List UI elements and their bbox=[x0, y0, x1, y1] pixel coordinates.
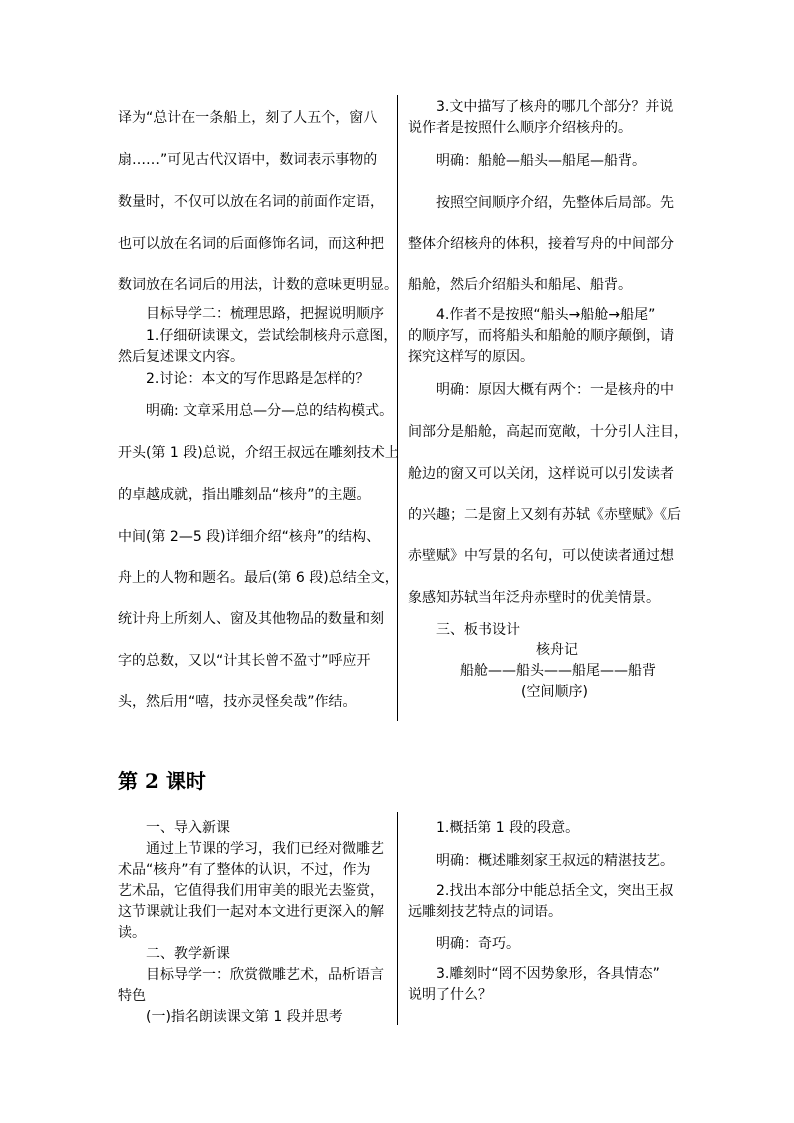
section-heading: 一、导入新课 bbox=[146, 820, 230, 836]
text-line: 的卓越成就，指出雕刻品“核舟”的主题。 bbox=[118, 487, 371, 503]
text-line: 中间(第 2—5 段)详细介绍“核舟”的结构、 bbox=[118, 529, 381, 545]
board-sequence: 船舱——船头——船尾——船背 bbox=[460, 663, 656, 679]
text-line: 3.雕刻时“罔不因势象形，各具情态” bbox=[436, 966, 660, 982]
text-line: 字的总数，又以“计其长曾不盈寸”呼应开 bbox=[118, 653, 371, 669]
text-line: 明确：原因大概有两个：一是核舟的中 bbox=[436, 382, 674, 398]
text-line: (一)指名朗读课文第 1 段并思考 bbox=[146, 1009, 343, 1025]
section2-left-column bbox=[118, 0, 392, 1030]
text-line: 的顺序写，而将船头和船舱的顺序颠倒，请 bbox=[408, 328, 674, 344]
text-line: 说作者是按照什么顺序介绍核舟的。 bbox=[408, 120, 632, 136]
text-line: 赤壁赋》中写景的名句，可以使读者通过想 bbox=[408, 548, 674, 564]
text-line: 译为“总计在一条船上，刻了人五个，窗八 bbox=[118, 110, 378, 126]
section-heading: 三、板书设计 bbox=[436, 622, 520, 638]
section-heading: 二、教学新课 bbox=[146, 946, 230, 962]
text-line: 2.找出本部分中能总括全文，突出王叔 bbox=[436, 883, 674, 899]
text-line: 3.文中描写了核舟的哪几个部分？并说 bbox=[436, 99, 674, 115]
text-line: 数量时，不仅可以放在名词的前面作定语， bbox=[118, 194, 384, 210]
board-note: (空间顺序) bbox=[521, 684, 588, 700]
text-line: 数词放在名词后的用法，计数的意味更明显。 bbox=[118, 277, 398, 293]
text-line: 特色 bbox=[118, 988, 146, 1004]
text-line: 2.讨论：本文的写作思路是怎样的？ bbox=[146, 371, 370, 387]
text-line: 象感知苏轼当年泛舟赤壁时的优美情景。 bbox=[408, 590, 660, 606]
text-line: 也可以放在名词的后面修饰名词，而这种把 bbox=[118, 236, 384, 252]
text-line: 读。 bbox=[118, 925, 146, 941]
text-line: 1.仔细研读课文，尝试绘制核舟示意图， bbox=[146, 328, 398, 344]
text-line: 开头(第 1 段)总说，介绍王叔远在雕刻技术上 bbox=[118, 445, 399, 461]
text-line: 整体介绍核舟的体积，接着写舟的中间部分 bbox=[408, 236, 674, 252]
text-line: 扇……”可见古代汉语中，数词表示事物的 bbox=[118, 152, 378, 168]
text-line: 舱边的窗又可以关闭，这样说可以引发读者 bbox=[408, 466, 674, 482]
text-line: 艺术品，它值得我们用审美的眼光去鉴赏， bbox=[118, 883, 384, 899]
text-line: 头，然后用“嘻，技亦灵怪矣哉”作结。 bbox=[118, 694, 357, 710]
text-line: 然后复述课文内容。 bbox=[118, 349, 244, 365]
text-line: 远雕刻技艺特点的词语。 bbox=[408, 904, 562, 920]
text-line: 舟上的人物和题名。最后(第 6 段)总结全文， bbox=[118, 570, 399, 586]
column-divider-bottom bbox=[397, 812, 398, 1025]
text-line: 通过上节课的学习，我们已经对微雕艺 bbox=[146, 841, 384, 857]
section2-right-column bbox=[408, 0, 684, 1030]
text-line: 目标导学二：梳理思路，把握说明顺序 bbox=[146, 306, 384, 322]
board-title: 核舟记 bbox=[536, 642, 578, 658]
text-line: 间部分是船舱，高起而宽敞，十分引人注目， bbox=[408, 424, 688, 440]
text-line: 4.作者不是按照“船头→船舱→船尾” bbox=[436, 307, 656, 323]
text-line: 这节课就让我们一起对本文进行更深入的解 bbox=[118, 904, 384, 920]
lesson-heading: 第 2 课时 bbox=[118, 769, 206, 793]
text-line: 说明了什么？ bbox=[408, 987, 492, 1003]
text-line: 明确：概述雕刻家王叔远的精湛技艺。 bbox=[436, 853, 674, 869]
text-line: 船舱，然后介绍船头和船尾、船背。 bbox=[408, 277, 632, 293]
text-line: 统计舟上所刻人、窗及其他物品的数量和刻 bbox=[118, 611, 384, 627]
text-line: 术品“核舟”有了整体的认识，不过，作为 bbox=[118, 862, 371, 878]
text-line: 探究这样写的原因。 bbox=[408, 349, 534, 365]
text-line: 明确: 文章采用总—分—总的结构模式。 bbox=[146, 403, 394, 419]
text-line: 目标导学一：欣赏微雕艺术，品析语言 bbox=[146, 967, 384, 983]
text-line: 的兴趣；二是窗上又刻有苏轼《赤壁赋》《后 bbox=[408, 507, 681, 523]
text-line: 1.概括第 1 段的段意。 bbox=[436, 820, 580, 836]
column-divider-top bbox=[397, 95, 398, 721]
text-line: 按照空间顺序介绍，先整体后局部。先 bbox=[436, 195, 674, 211]
text-line: 明确：船舱—船头—船尾—船背。 bbox=[436, 153, 646, 169]
text-line: 明确：奇巧。 bbox=[436, 936, 520, 952]
